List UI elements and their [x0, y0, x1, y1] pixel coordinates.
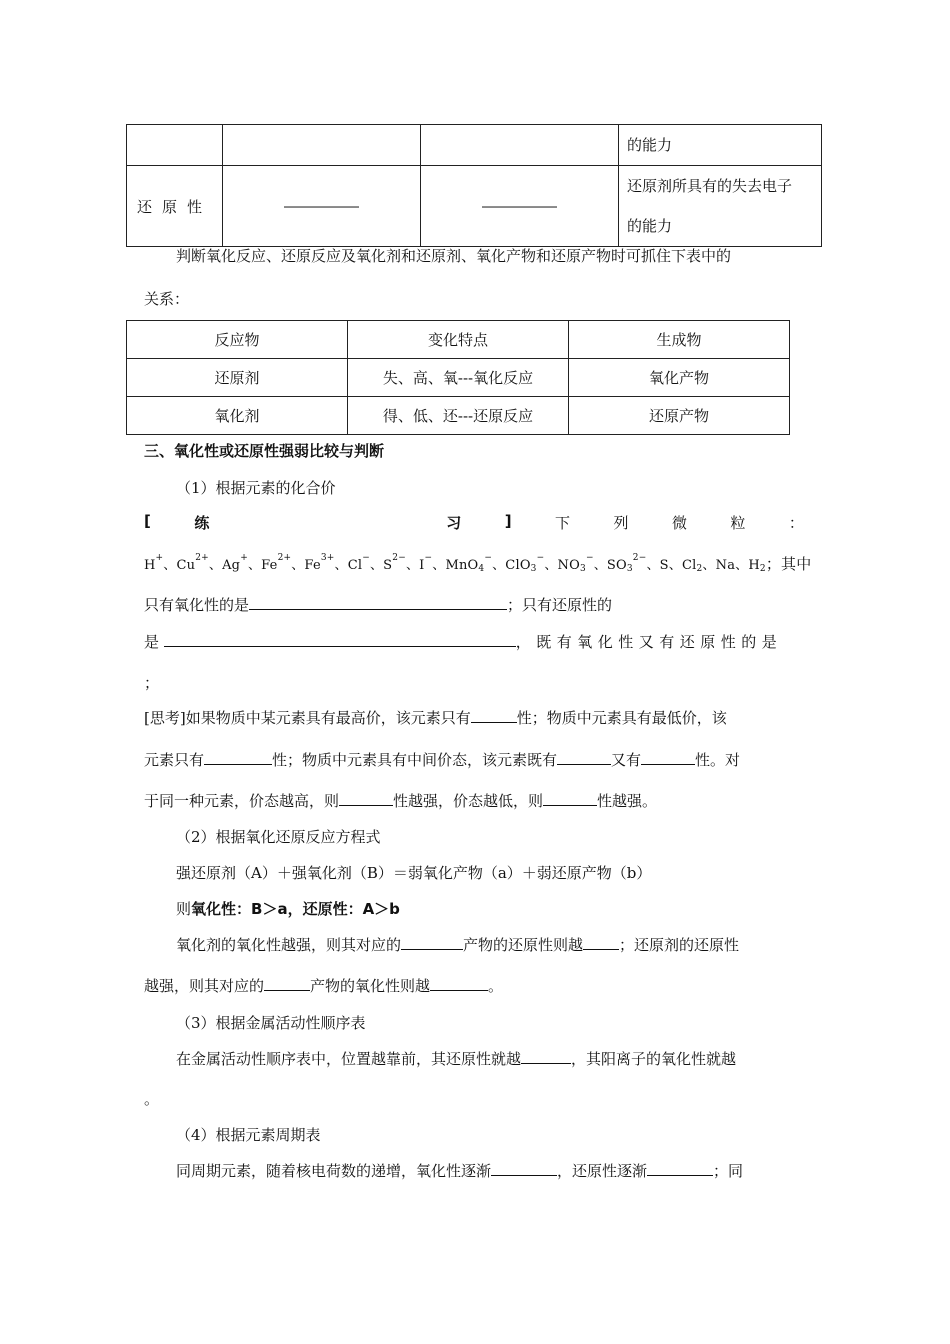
think-text: 性越强。 [597, 792, 658, 810]
practice-char: 下 [555, 514, 571, 532]
practice-char: 列 [613, 514, 629, 532]
question-line [144, 975, 503, 996]
cell-line: 还原剂所具有的失去电子 [627, 177, 793, 195]
question-text: ；只有还原性的 [507, 596, 613, 614]
question-text: 在金属活动性顺序表中，位置越靠前，其还原性就越 [176, 1050, 522, 1068]
answer-blank[interactable] [471, 708, 517, 723]
table-cell: 得、低、还---还原反应 [348, 397, 569, 435]
think-text: 又有 [611, 751, 642, 769]
question-line [144, 594, 612, 615]
section-title: 三、氧化性或还原性强弱比较与判断 [144, 442, 385, 460]
table-cell: ――――― [421, 166, 619, 247]
ion-list-tail: ；其中 [765, 555, 812, 573]
table-cell: ――――― [223, 166, 421, 247]
answer-blank[interactable] [521, 1049, 571, 1064]
table-header: 生成物 [569, 321, 790, 359]
question-text: 越强，则其对应的 [144, 977, 265, 995]
question-text: 是 [144, 633, 160, 651]
equation-text: 强还原剂（A）＋强氧化剂（B）＝弱氧化产物（a）＋弱还原产物（b） [176, 864, 652, 882]
answer-blank[interactable] [641, 750, 695, 765]
think-line [144, 707, 727, 728]
answer-blank[interactable] [401, 935, 463, 950]
table-row [127, 359, 790, 397]
ion-list: H+、$Cu^{2+}$、Ag+、$Fe^{2+}$、$Fe^{3+}$、Cl−、$S^{2-}$、I−、MnO4−、ClO3−、NO3−、$SO3^{2-}$、S、Cl2、Na、H2；其中 [144, 553, 812, 574]
answer-blank[interactable] [647, 1161, 713, 1176]
think-text: 于同一种元素，价态越高，则 [144, 792, 340, 810]
question-line [176, 1160, 743, 1181]
question-text: 只有氧化性的是 [144, 596, 250, 614]
think-text: 性；物质中元素具有最低价，该 [516, 709, 727, 727]
table-cell [127, 125, 223, 166]
conclusion-bold: 氧化性：B＞a，还原性：A＞b [191, 900, 400, 918]
table-cell [421, 125, 619, 166]
subsection-title: （2）根据氧化还原反应方程式 [176, 828, 381, 846]
answer-blank[interactable] [249, 595, 507, 610]
answer-blank[interactable] [204, 750, 272, 765]
answer-blank[interactable] [583, 935, 619, 950]
question-text: ； [144, 674, 160, 692]
question-text: ，还原性逐渐 [557, 1162, 648, 1180]
question-text: 产物的还原性则越 [463, 936, 584, 954]
conclusion-line [176, 898, 400, 919]
table-cell: 还原性 [127, 166, 223, 247]
question-text: ，既有氧化性又有还原性的是 [515, 633, 783, 651]
table-row [127, 125, 822, 166]
practice-char: ： [788, 514, 804, 532]
practice-char: 练 [194, 514, 210, 532]
question-text: 氧化剂的氧化性越强，则其对应的 [176, 936, 402, 954]
answer-blank[interactable] [543, 791, 597, 806]
bracket-char: [ [144, 512, 151, 530]
question-text: ，其阳离子的氧化性就越 [571, 1050, 737, 1068]
table-header-row [127, 321, 790, 359]
property-table [126, 124, 822, 247]
bracket-char: ] [504, 512, 512, 530]
cell-line: 的能力 [627, 217, 673, 235]
question-line [176, 1048, 736, 1069]
practice-char: 粒 [730, 514, 746, 532]
answer-blank[interactable] [491, 1161, 557, 1176]
table-cell: 还原产物 [569, 397, 790, 435]
practice-line [144, 512, 804, 533]
answer-blank[interactable] [339, 791, 393, 806]
answer-blank[interactable] [164, 632, 516, 647]
practice-char: 微 [671, 514, 687, 532]
table-cell [223, 125, 421, 166]
table-header: 变化特点 [348, 321, 569, 359]
table-row [127, 397, 790, 435]
table-cell: 的能力 [619, 125, 822, 166]
table-cell: 失、高、氧---氧化反应 [348, 359, 569, 397]
subsection-title: （4）根据元素周期表 [176, 1126, 321, 1144]
question-line [144, 631, 782, 652]
think-text: 元素只有 [144, 751, 205, 769]
think-text: 性；物质中元素具有中间价态，该元素既有 [272, 751, 558, 769]
think-text: [思考]如果物质中某元素具有最高价，该元素只有 [144, 709, 471, 727]
answer-blank[interactable] [264, 976, 310, 991]
table-cell: 氧化产物 [569, 359, 790, 397]
think-line [144, 749, 740, 770]
question-text: ；同 [713, 1162, 744, 1180]
table-cell: 氧化剂 [127, 397, 348, 435]
answer-blank[interactable] [430, 976, 488, 991]
question-line [176, 934, 739, 955]
think-text: 性。对 [695, 751, 741, 769]
subsection-title: （3）根据金属活动性顺序表 [176, 1014, 366, 1032]
relation-table [126, 320, 790, 435]
think-text: 性越强，价态越低，则 [393, 792, 544, 810]
question-text: ；还原剂的还原性 [619, 936, 740, 954]
think-line [144, 790, 657, 811]
conclusion-text: 则 [176, 900, 192, 918]
question-text: 产物的氧化性则越 [310, 977, 431, 995]
intro-text: 判断氧化反应、还原反应及氧化剂和还原剂、氧化产物和还原产物时可抓住下表中的 [176, 247, 732, 265]
intro-text: 关系： [144, 290, 190, 308]
table-cell [619, 166, 822, 247]
question-text: 。 [144, 1090, 160, 1108]
table-row [127, 166, 822, 247]
table-cell: 还原剂 [127, 359, 348, 397]
question-text: 。 [488, 977, 504, 995]
practice-char: 习 [446, 514, 462, 532]
subsection-title: （1）根据元素的化合价 [176, 479, 336, 497]
table-header: 反应物 [127, 321, 348, 359]
question-text: 同周期元素，随着核电荷数的递增，氧化性逐渐 [176, 1162, 492, 1180]
answer-blank[interactable] [557, 750, 611, 765]
